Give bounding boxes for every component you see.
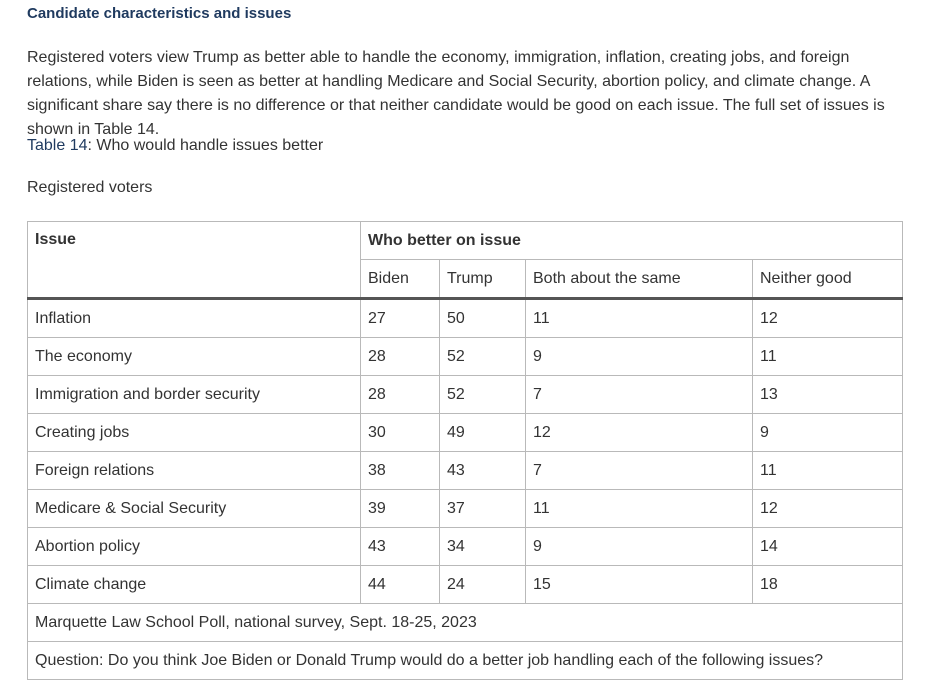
cell-trump: 50 [440,299,526,338]
cell-same: 11 [526,490,753,528]
header-neither-good: Neither good [753,260,903,299]
cell-same: 12 [526,414,753,452]
cell-neither: 12 [753,490,903,528]
cell-issue: Climate change [28,566,361,604]
cell-issue: Creating jobs [28,414,361,452]
table-row [28,566,903,604]
cell-trump: 43 [440,452,526,490]
cell-trump: 34 [440,528,526,566]
table-source-note: Marquette Law School Poll, national survey, Sept. 18-25, 2023 [28,604,903,642]
intro-paragraph: Registered voters view Trump as better able to handle the economy, immigration, inflation, creating jobs, and foreign relations, while Biden is seen as better at handling Medicare and Social Security, abortion policy, and climate change. A significant share say there is no difference or that neither candidate would be good on each issue. The full set of issues is shown in Table 14. [27,49,885,138]
header-issue: Issue [28,222,361,299]
table-caption-text: : Who would handle issues better [87,137,324,154]
cell-trump: 37 [440,490,526,528]
cell-biden: 28 [361,338,440,376]
cell-same: 9 [526,338,753,376]
table-number-link[interactable]: Table 14 [27,137,88,154]
cell-neither: 13 [753,376,903,414]
table-row [28,490,903,528]
table-row [28,528,903,566]
cell-neither: 11 [753,452,903,490]
table-row [28,452,903,490]
cell-trump: 52 [440,338,526,376]
cell-issue: Immigration and border security [28,376,361,414]
table-row [28,414,903,452]
header-both-same: Both about the same [526,260,753,299]
cell-same: 7 [526,376,753,414]
issues-table [27,221,903,680]
header-who-better: Who better on issue [361,222,903,260]
cell-neither: 12 [753,299,903,338]
cell-neither: 14 [753,528,903,566]
table-subcaption: Registered voters [27,179,153,196]
cell-issue: Foreign relations [28,452,361,490]
table-row [28,299,903,338]
cell-trump: 49 [440,414,526,452]
section-title: Candidate characteristics and issues [27,5,292,22]
table-caption [27,136,323,156]
cell-neither: 9 [753,414,903,452]
header-trump: Trump [440,260,526,299]
table-header-row [28,222,903,260]
cell-biden: 43 [361,528,440,566]
cell-issue: Medicare & Social Security [28,490,361,528]
cell-biden: 44 [361,566,440,604]
cell-issue: The economy [28,338,361,376]
cell-same: 9 [526,528,753,566]
cell-trump: 52 [440,376,526,414]
cell-trump: 24 [440,566,526,604]
table-question-note: Question: Do you think Joe Biden or Donald Trump would do a better job handling each of the following issues? [28,642,903,680]
table-question-row [28,642,903,680]
header-biden: Biden [361,260,440,299]
table-source-row [28,604,903,642]
table-row [28,338,903,376]
cell-biden: 38 [361,452,440,490]
cell-issue: Inflation [28,299,361,338]
cell-biden: 39 [361,490,440,528]
cell-same: 11 [526,299,753,338]
cell-biden: 30 [361,414,440,452]
cell-biden: 27 [361,299,440,338]
cell-issue: Abortion policy [28,528,361,566]
table-row [28,376,903,414]
cell-neither: 11 [753,338,903,376]
cell-neither: 18 [753,566,903,604]
cell-biden: 28 [361,376,440,414]
cell-same: 7 [526,452,753,490]
cell-same: 15 [526,566,753,604]
